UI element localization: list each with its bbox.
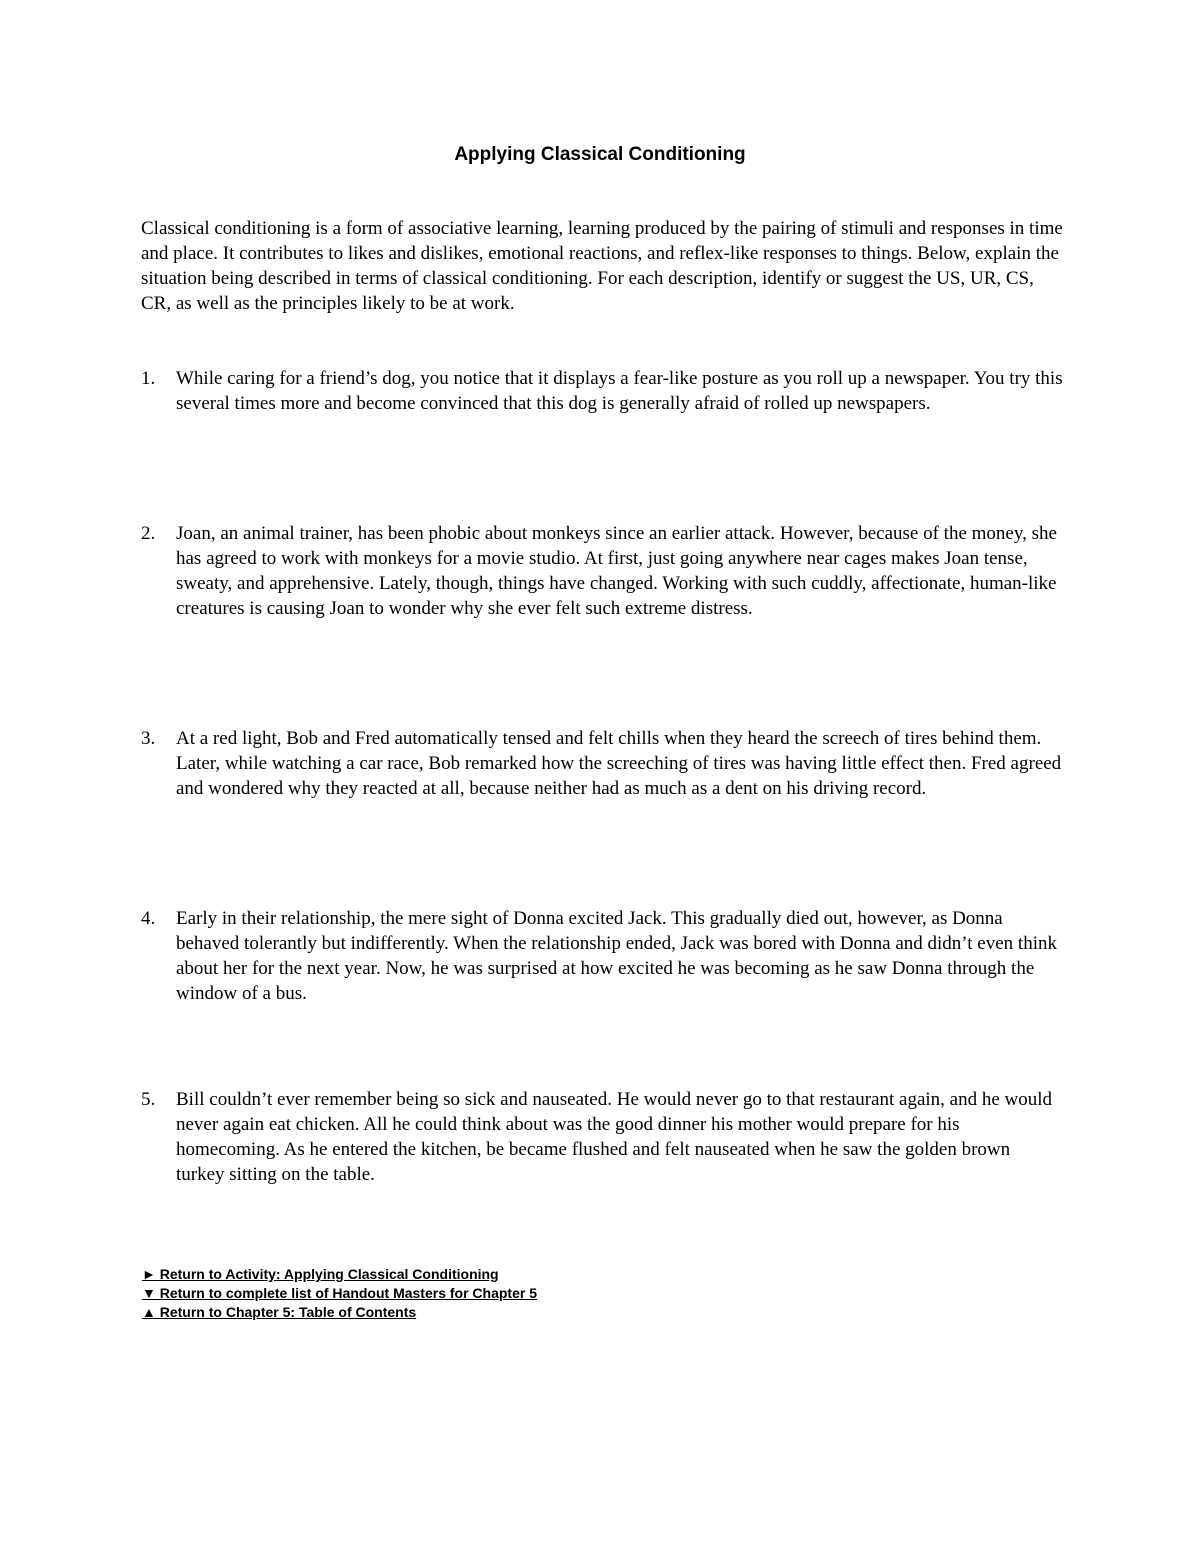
- question-number: 1.: [141, 368, 156, 389]
- question-text: While caring for a friend’s dog, you notice that it displays a fear-like posture as you roll up a newspaper. You try this several times more and become convinced that this dog is generally afraid of rolled up newspapers.: [176, 368, 1063, 414]
- navigation-links: [142, 1265, 842, 1322]
- intro-paragraph: Classical conditioning is a form of associative learning, learning produced by the pairing of stimuli and responses in time and place. It contributes to likes and dislikes, emotional reactions, and reflex-like responses to things. Below, explain the situation being described in terms of classical conditioning. For each description, identify or suggest the US, UR, CS, CR, as well as the principles likely to be at work.: [141, 218, 1063, 314]
- return-to-handouts-link[interactable]: ▼ Return to complete list of Handout Masters for Chapter 5: [142, 1285, 538, 1301]
- question-number: 4.: [141, 908, 156, 929]
- question-item-5: [141, 1087, 1063, 1187]
- question-text: At a red light, Bob and Fred automatically tensed and felt chills when they heard the screech of tires behind them. Later, while watching a car race, Bob remarked how the screeching of tires was having little effect then. Fred agreed and wondered why they reacted at all, because neither had as much as a dent on his driving record.: [176, 728, 1062, 799]
- return-to-toc-link[interactable]: ▲ Return to Chapter 5: Table of Contents: [142, 1304, 417, 1320]
- question-number: 5.: [141, 1089, 156, 1110]
- question-text: Bill couldn’t ever remember being so sick and nauseated. He would never go to that restaurant again, and he would never again eat chicken. All he could think about was the good dinner his mother would prepare for his homecoming. As he entered the kitchen, be became flushed and felt nauseated when he saw the golden brown turkey sitting on the table.: [176, 1089, 1053, 1185]
- question-item-1: [141, 366, 1063, 416]
- question-text: Early in their relationship, the mere sight of Donna excited Jack. This gradually died out, however, as Donna behaved tolerantly but indifferently. When the relationship ended, Jack was bored with Donna and didn’t even think about her for the next year. Now, he was surprised at how excited he was becoming as he saw Donna through the window of a bus.: [176, 908, 1057, 1004]
- question-number: 2.: [141, 523, 156, 544]
- question-item-3: [141, 726, 1063, 801]
- question-item-2: [141, 521, 1063, 621]
- question-item-4: [141, 906, 1063, 1006]
- page-title: Applying Classical Conditioning: [454, 144, 746, 165]
- return-to-activity-link[interactable]: ► Return to Activity: Applying Classical Conditioning: [142, 1266, 499, 1282]
- question-number: 3.: [141, 728, 156, 749]
- question-text: Joan, an animal trainer, has been phobic about monkeys since an earlier attack. However, because of the money, she has agreed to work with monkeys for a movie studio. At first, just going anywhere near cages makes Joan tense, sweaty, and apprehensive. Lately, though, things have changed. Working with such cuddly, affectionate, human-like creatures is causing Joan to wonder why she ever felt such extreme distress.: [176, 523, 1057, 619]
